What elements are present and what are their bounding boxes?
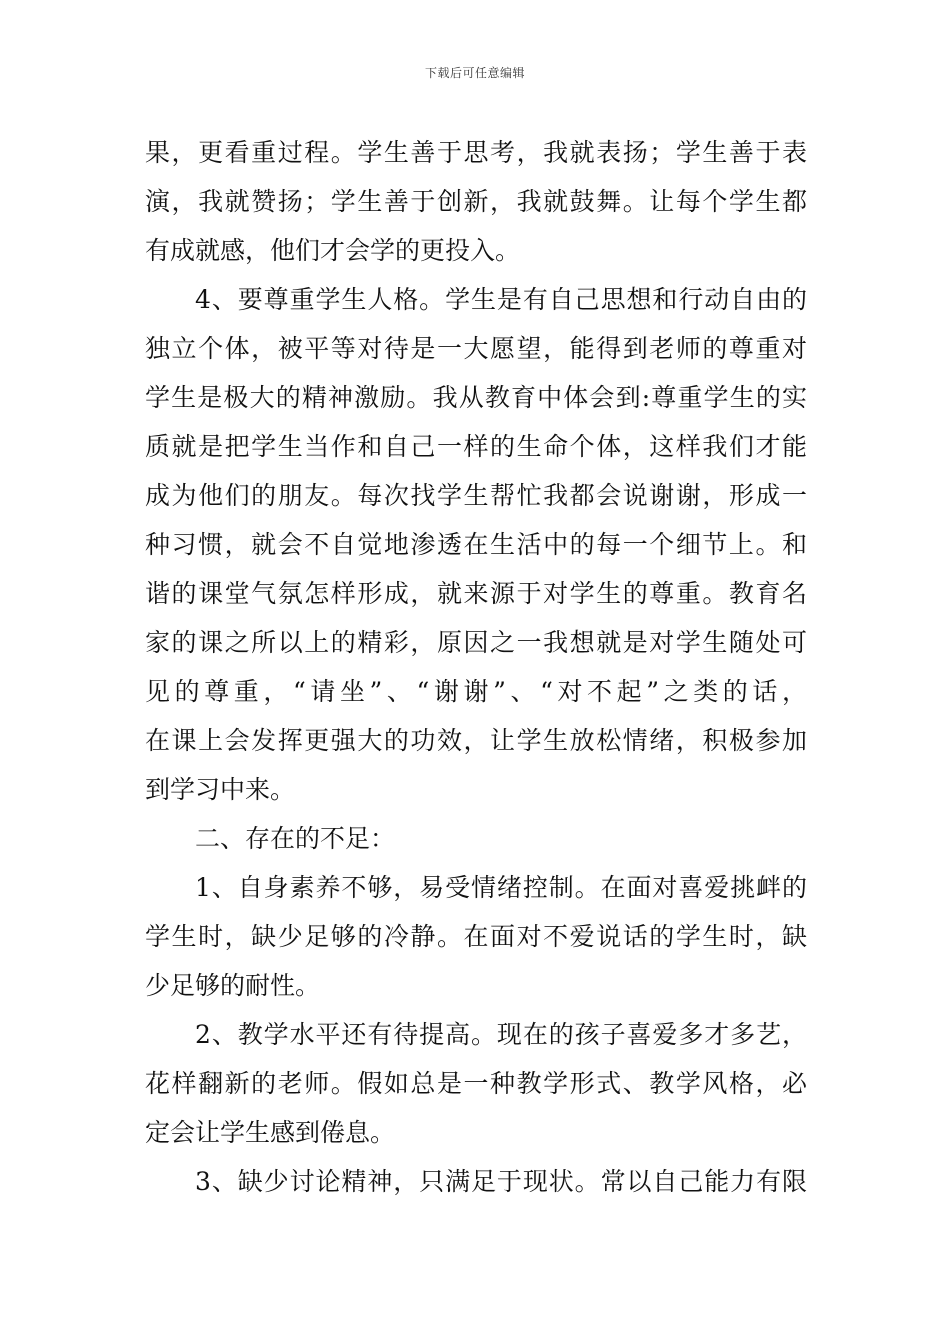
text-line: 学生时，缺少足够的冷静。在面对不爱说话的学生时，缺 <box>145 922 807 951</box>
text-line: 少足够的耐性。 <box>145 971 321 1000</box>
text-line: 独立个体，被平等对待是一大愿望，能得到老师的尊重对 <box>145 334 807 363</box>
text-line: 家的课之所以上的精彩，原因之一我想就是对学生随处可 <box>145 628 807 657</box>
page-header: 下载后可任意编辑 <box>424 66 525 80</box>
text-line: 到学习中来。 <box>145 775 296 804</box>
text-line: 3、缺少讨论精神，只满足于现状。常以自己能力有限 <box>195 1167 807 1196</box>
paragraph <box>145 1010 807 1157</box>
document-body <box>145 128 807 1206</box>
text-line: 有成就感，他们才会学的更投入。 <box>145 236 521 265</box>
text-line: 果，更看重过程。学生善于思考，我就表扬；学生善于表 <box>145 138 807 167</box>
text-line: 种习惯，就会不自觉地渗透在生活中的每一个细节上。和 <box>145 530 807 559</box>
text-line: 质就是把学生当作和自己一样的生命个体，这样我们才能 <box>145 432 807 461</box>
text-line: 二、存在的不足： <box>195 824 396 853</box>
paragraph <box>145 1157 807 1206</box>
text-line: 在课上会发挥更强大的功效，让学生放松情绪，积极参加 <box>145 726 807 755</box>
text-line: 演，我就赞扬；学生善于创新，我就鼓舞。让每个学生都 <box>145 187 807 216</box>
section-heading <box>145 814 807 863</box>
text-line: 定会让学生感到倦息。 <box>145 1118 396 1147</box>
paragraph <box>145 128 807 275</box>
text-line: 花样翻新的老师。假如总是一种教学形式、教学风格，必 <box>145 1069 807 1098</box>
text-line: 1、自身素养不够，易受情绪控制。在面对喜爱挑衅的 <box>195 873 807 902</box>
text-line: 4、要尊重学生人格。学生是有自己思想和行动自由的 <box>195 285 807 314</box>
text-line: 见的尊重，“请坐”、“谢谢”、“对不起”之类的话， <box>145 677 807 706</box>
text-line: 谐的课堂气氛怎样形成，就来源于对学生的尊重。教育名 <box>145 579 807 608</box>
paragraph <box>145 275 807 814</box>
text-line: 2、教学水平还有待提高。现在的孩子喜爱多才多艺， <box>195 1020 807 1049</box>
text-line: 成为他们的朋友。每次找学生帮忙我都会说谢谢，形成一 <box>145 481 807 510</box>
paragraph <box>145 863 807 1010</box>
text-line: 学生是极大的精神激励。我从教育中体会到:尊重学生的实 <box>145 383 807 412</box>
